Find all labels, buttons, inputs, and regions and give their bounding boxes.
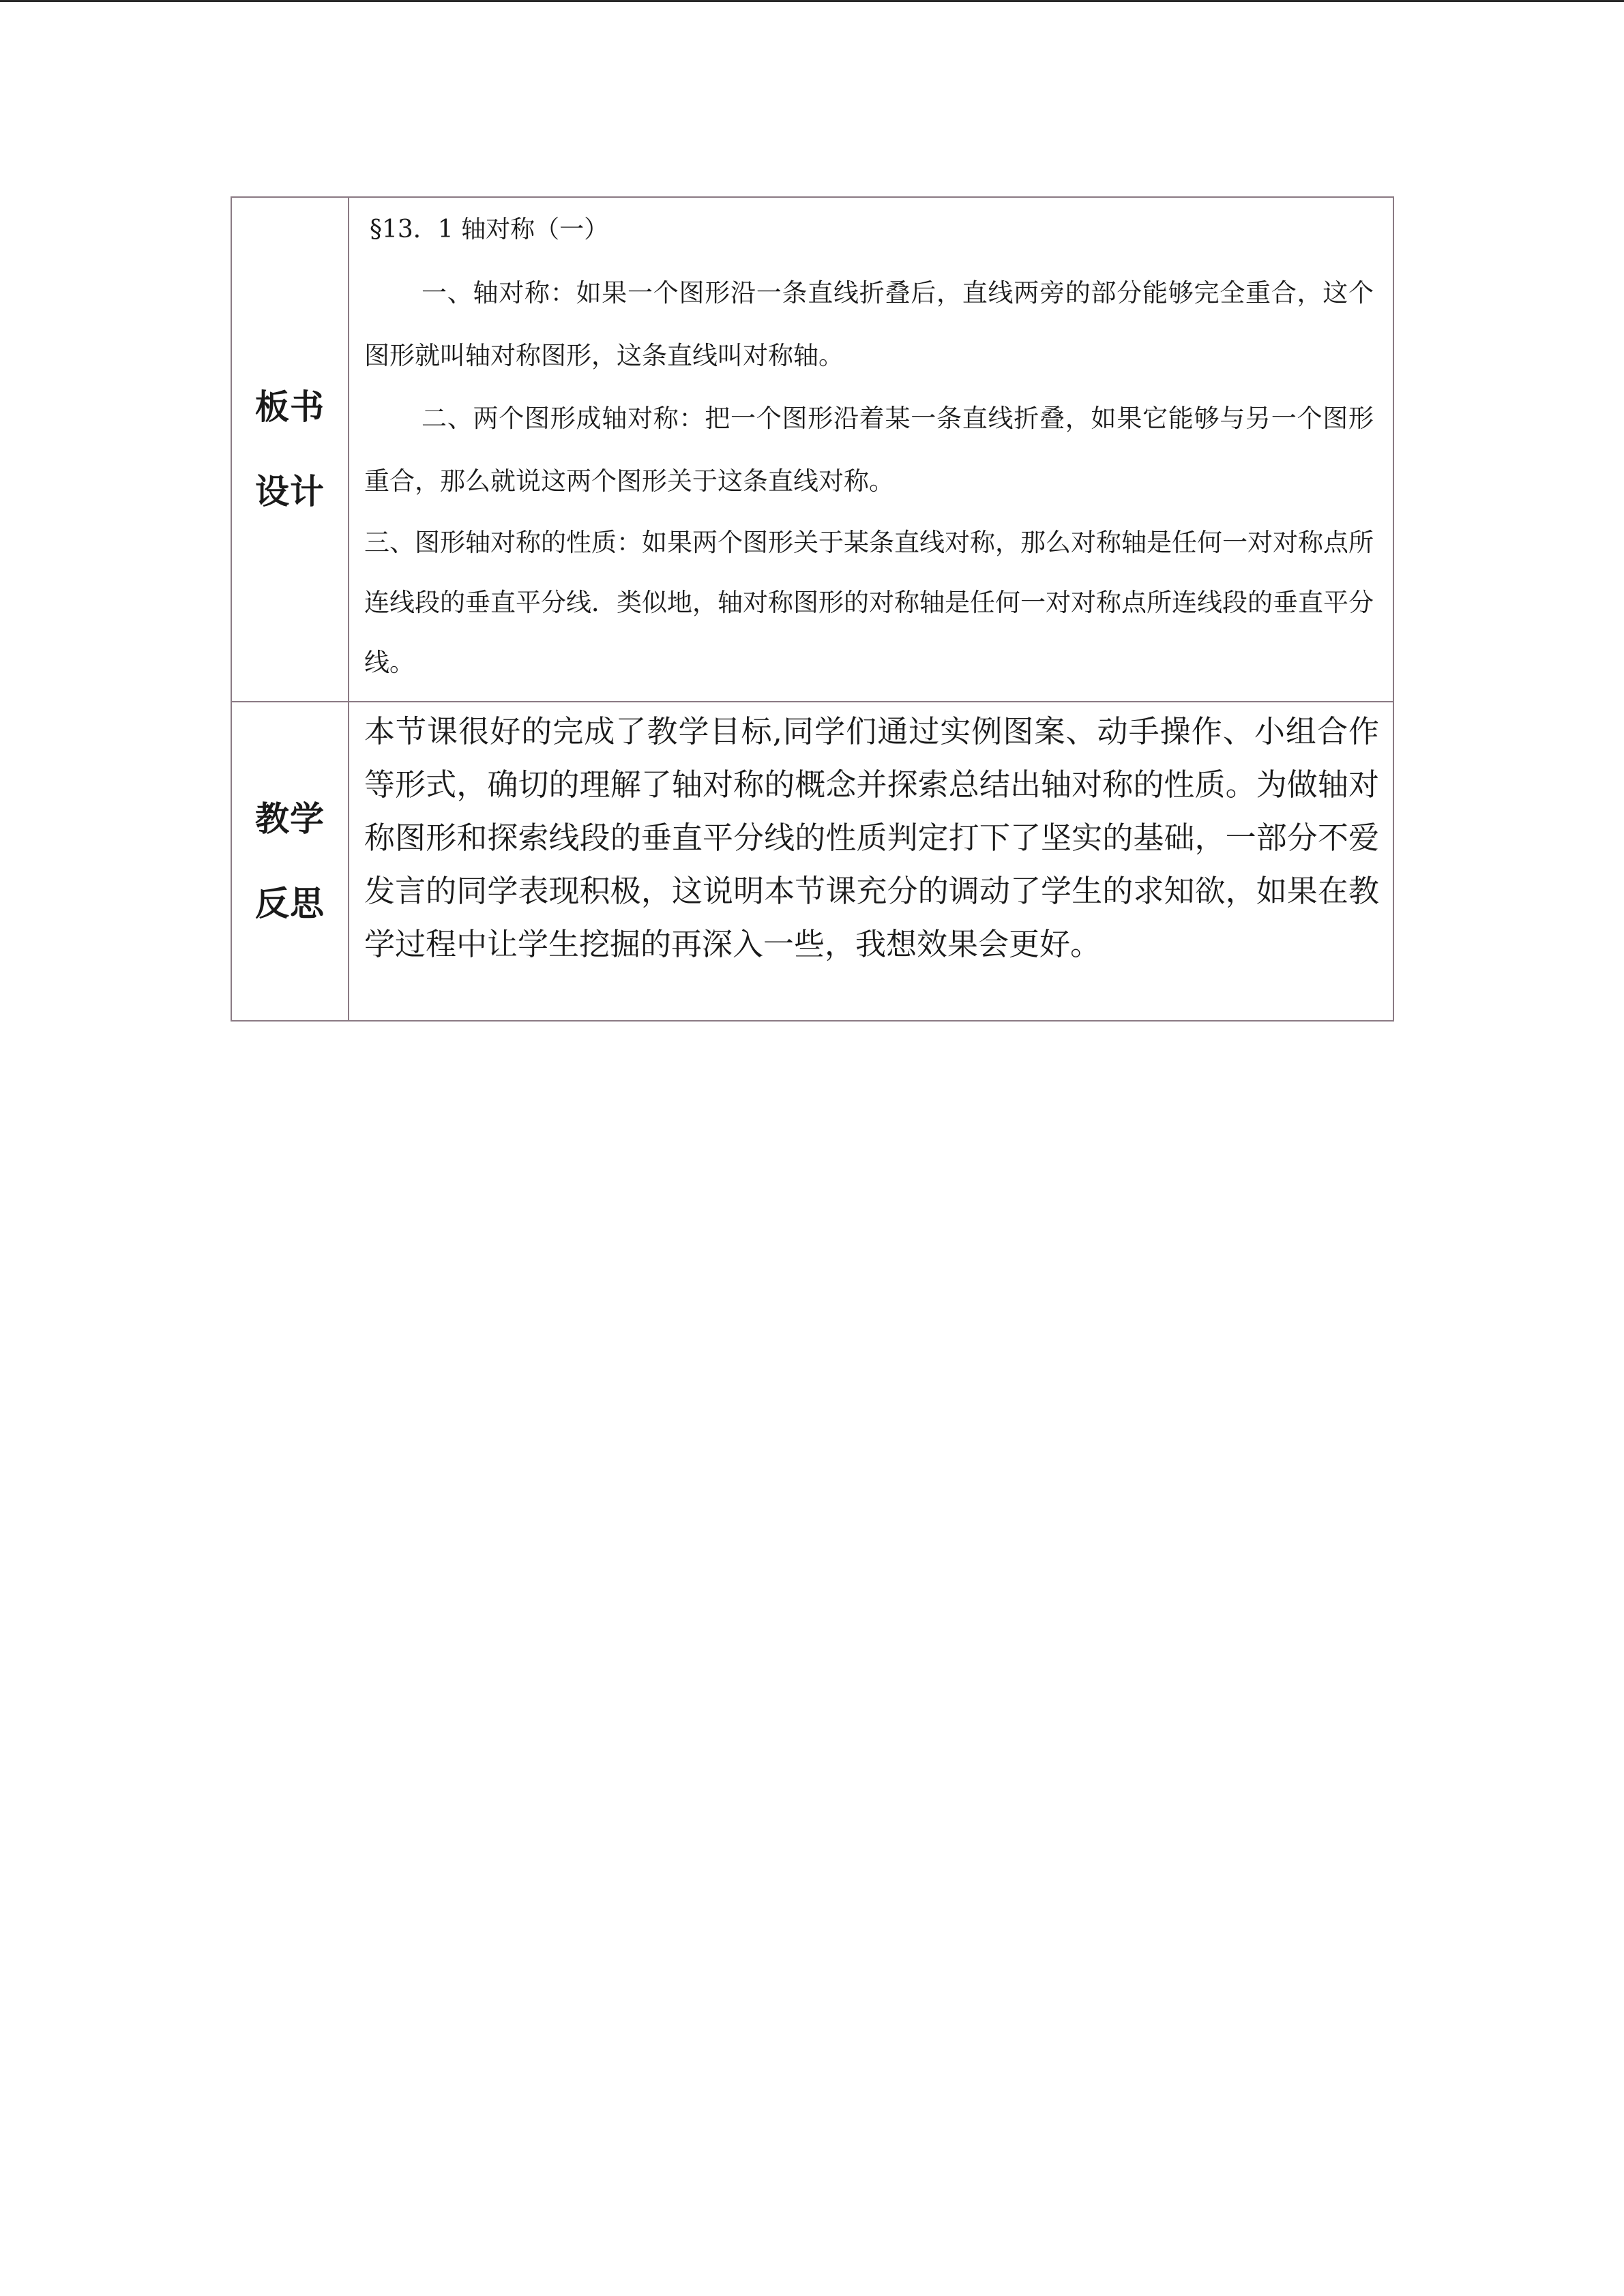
page-top-border: [0, 0, 1624, 2]
board-design-row: [231, 197, 1393, 702]
teaching-reflection-label-line2: 反思: [255, 884, 325, 923]
section-title: §13．1 轴对称（一）: [370, 215, 609, 243]
teaching-reflection-row: [231, 702, 1393, 1021]
point-symmetry-properties: 三、图形轴对称的性质：如果两个图形关于某条直线对称，那么对称轴是任何一对对称点所连线段的垂直平分线．类似地，轴对称图形的对称轴是任何一对对称点所连线段的垂直平分线。: [364, 528, 1374, 677]
lesson-plan-table: [231, 196, 1394, 1022]
teaching-reflection-content: [349, 702, 1393, 1021]
board-design-content: [349, 197, 1393, 702]
reflection-text: 本节课很好的完成了教学目标,同学们通过实例图案、动手操作、小组合作等形式，确切的理解了轴对称的概念并探索总结出轴对称的性质。为做轴对称图形和探索线段的垂直平分线的性质判定打下了坚实的基础，一部分不爱发言的同学表现积极，这说明本节课充分的调动了学生的求知欲，如果在教学过程中让学生挖掘的再深入一些，我想效果会更好。: [364, 713, 1379, 962]
board-design-label-line1: 板书: [255, 387, 325, 427]
board-design-label: [231, 197, 349, 702]
board-design-label-line2: 设计: [255, 472, 325, 511]
teaching-reflection-label: [231, 702, 349, 1021]
point-two-figures-symmetric: 二、两个图形成轴对称：把一个图形沿着某一条直线折叠，如果它能够与另一个图形重合，那么就说这两个图形关于这条直线对称。: [364, 404, 1374, 496]
teaching-reflection-label-line1: 教学: [255, 799, 325, 839]
point-axial-symmetry: 一、轴对称：如果一个图形沿一条直线折叠后，直线两旁的部分能够完全重合，这个图形就叫轴对称图形，这条直线叫对称轴。: [364, 278, 1374, 370]
